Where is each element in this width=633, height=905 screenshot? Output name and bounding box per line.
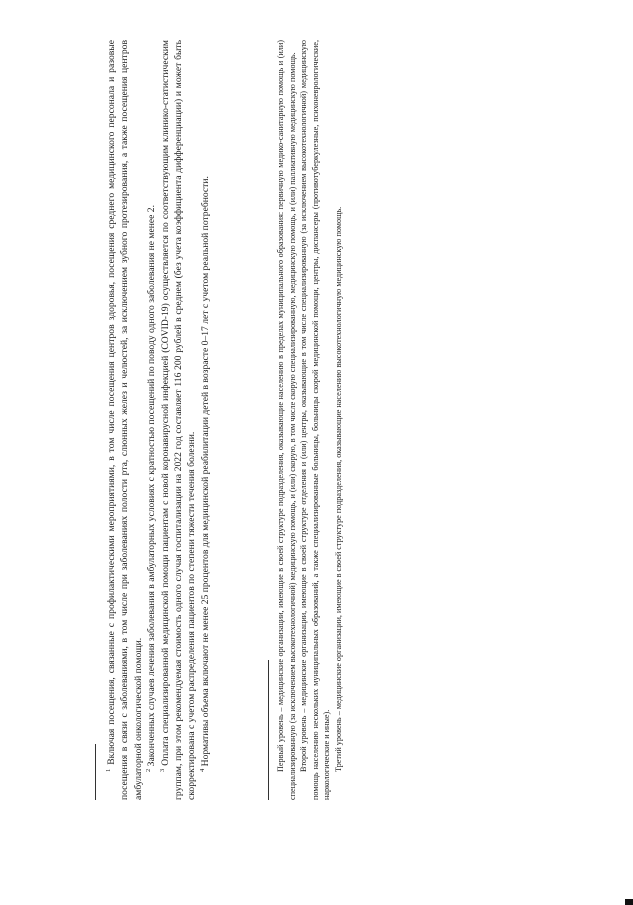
footnote-2 [145, 40, 158, 800]
levels-separator [268, 660, 269, 800]
footnotes-block [105, 40, 212, 800]
footnote-text: Включая посещения, связанные с профилактическими мероприятиями, в том числе посещения центров здоровья, посещения среднего медицинского персонала и разовые посещения в связи с заболеваниями, в том числе при заболеваниях полости рта, слюнных желез и челюстей, за исключением зубного протезирования, а также посещения центров амбулаторной онкологической помощи. [106, 40, 144, 800]
footnote-1 [105, 40, 145, 800]
rotated-page [95, 40, 380, 800]
footnote-text: Законченных случаев лечения заболевания в амбулаторных условиях с кратностью посещений по поводу одного заболевания не менее 2. [146, 204, 158, 767]
footnote-text: Оплата специализированной медицинской помощи пациентам с новой коронавирусной инфекцией (COVID-19) осуществляется по соответствующим клинико-статистическим группам, при этом рекомендуемая стоимость одного случая госпитализации на 2022 год составляет 116 200 рублей в среднем (без учета коэффициента дифференциации) и может быть скорректирована с учетом распределения пациентов по степени тяжести течения болезни. [159, 40, 198, 800]
footnote-4 [199, 40, 212, 800]
level-second: Второй уровень – медицинские организации, имеющие в своей структуре отделения и (или) центры, оказывающие в том числе специализированную (за исключением высокотехнологичной) медицинскую помощь населению нескольких муниципальных образований, а также специализированные больницы, больницы скорой медицинской помощи, центры, диспансеры (противотуберкулезные, психоневрологические, наркологические и иные). [299, 40, 332, 800]
scan-edge-mark [625, 899, 633, 905]
level-third: Третий уровень – медицинские организации, имеющие в своей структуре подразделения, оказывающие населению высокотехнологичную медицинскую помощь. [333, 206, 343, 772]
footnote-text: Нормативы объема включают не менее 25 процентов для медицинской реабилитации детей в возрасте 0–17 лет с учетом реальной потребности. [199, 176, 211, 767]
footnote-mark: 3 [158, 768, 166, 772]
footnote-mark: 2 [145, 768, 153, 772]
footnote-3 [159, 40, 199, 800]
footnote-mark: 1 [104, 768, 112, 772]
footnote-mark: 4 [198, 768, 206, 772]
level-first: Первый уровень – медицинские организации, имеющие в своей структуре подразделения, оказывающие населению в пределах муниципального образования: первичную медико-санитарную помощь и (или) специализированную (за исключением высокотехнологичной) медицинскую помощь, и (или) скорую, в том числе скорую специализированную, медицинскую помощь, и (или) паллиативную медицинскую помощь. [276, 40, 297, 800]
footnote-separator [95, 744, 96, 800]
levels-block [275, 40, 345, 800]
